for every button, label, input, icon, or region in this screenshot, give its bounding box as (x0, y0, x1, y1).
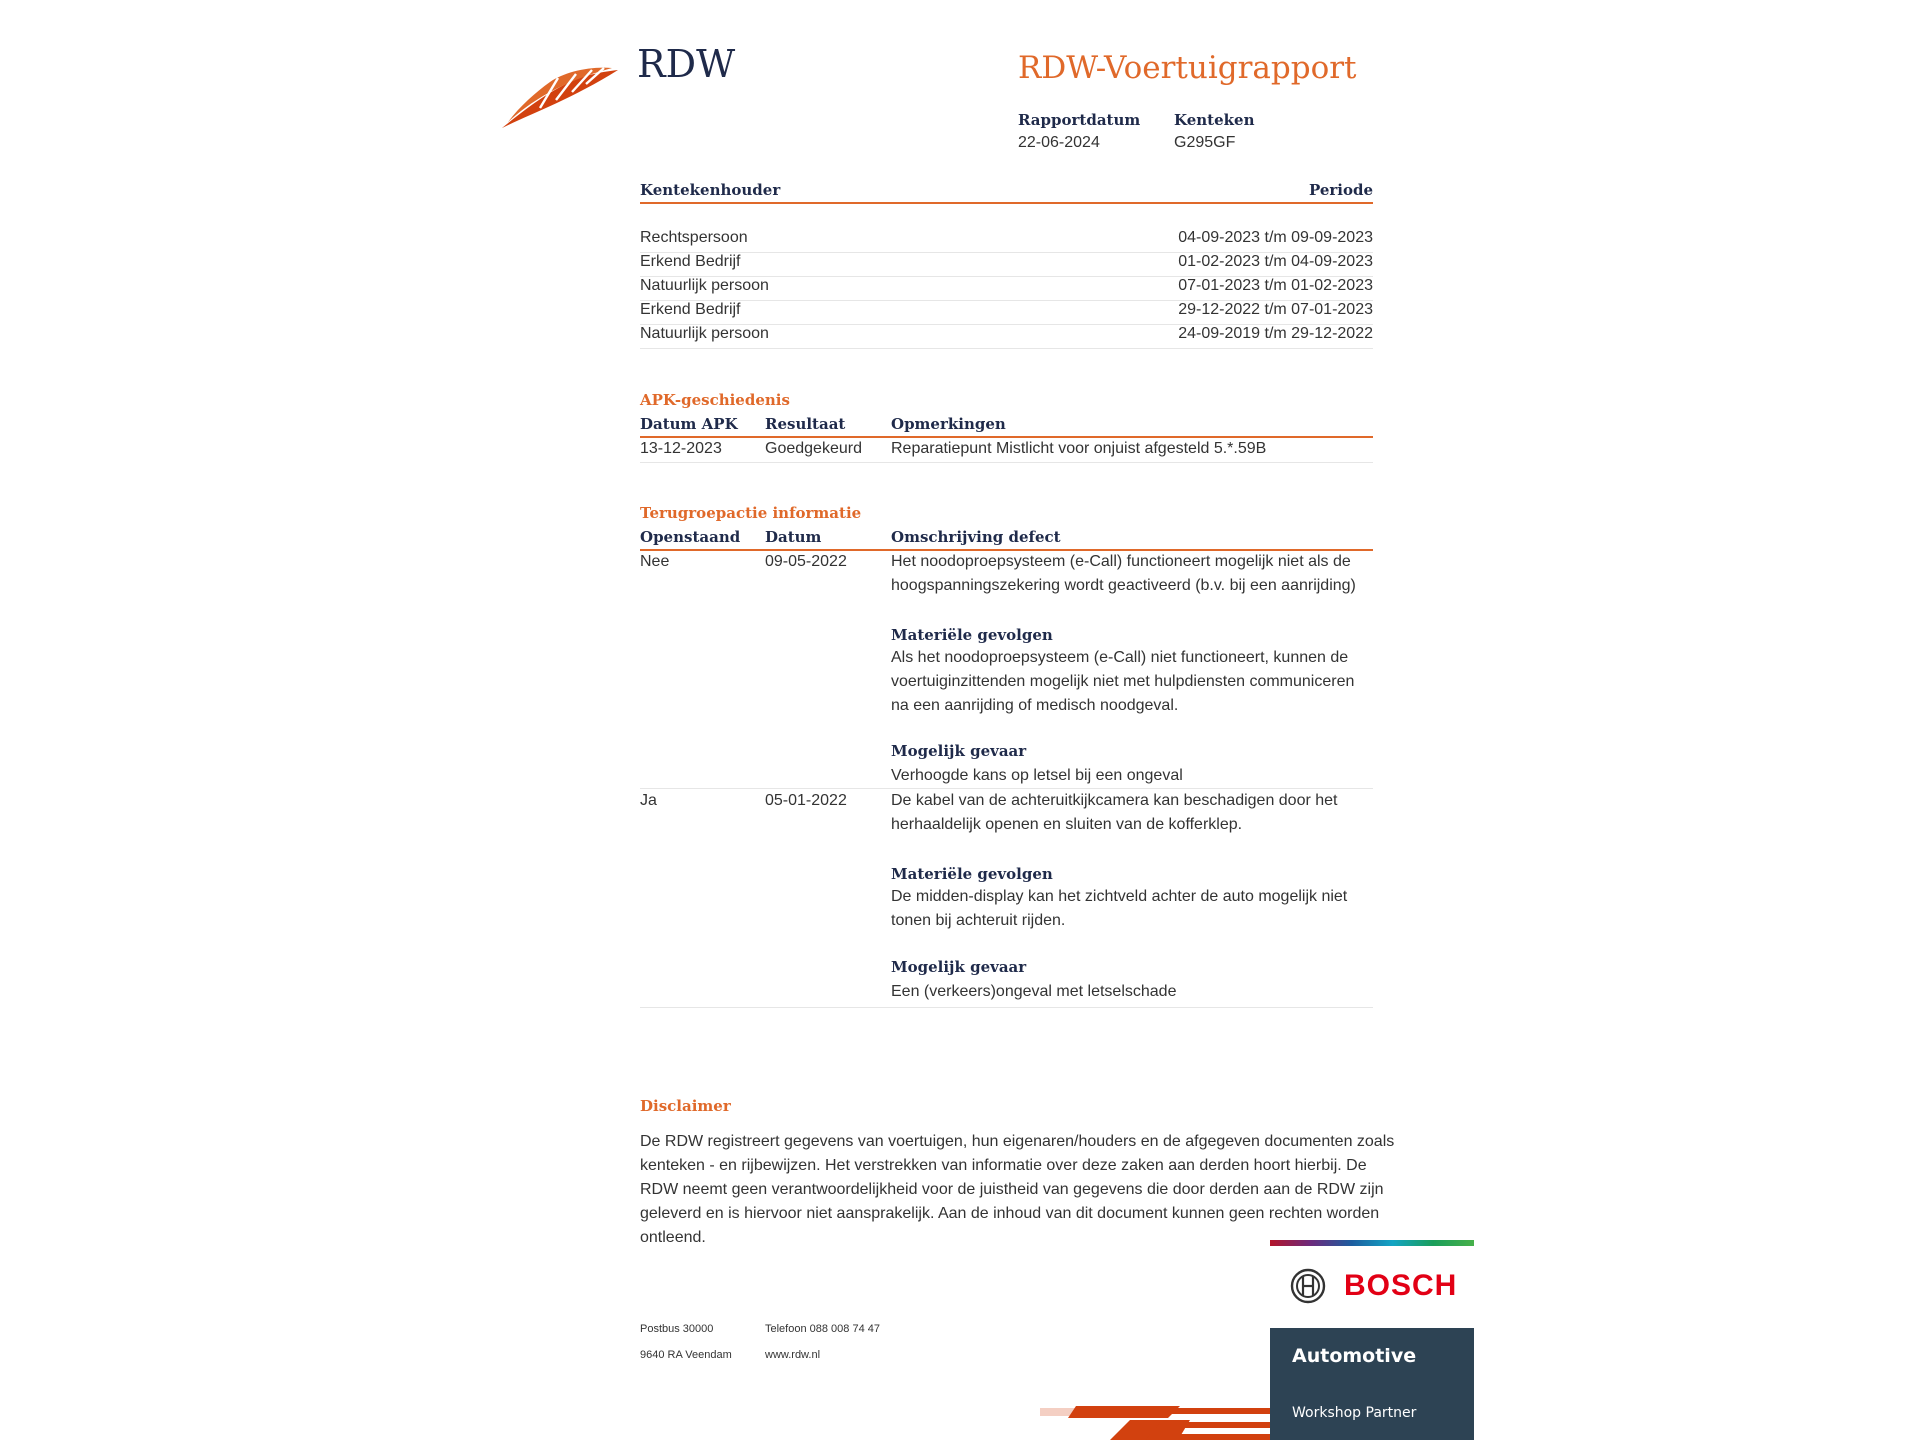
recall-consequences-line: De midden-display kan het zichtveld achter de auto mogelijk niet (891, 888, 1348, 905)
footer-stripes-graphic (1040, 1402, 1280, 1440)
recall-consequences-label: Materiële gevolgen (891, 626, 1053, 644)
holder-type: Natuurlijk persoon (640, 277, 769, 294)
bosch-panel (1270, 1328, 1474, 1440)
apk-section-title: APK-geschiedenis (640, 391, 790, 409)
bosch-badge (1270, 1240, 1474, 1440)
holder-period: 07-01-2023 t/m 01-02-2023 (1178, 277, 1373, 294)
recall-open: Nee (640, 553, 670, 570)
recall-danger-label: Mogelijk gevaar (891, 958, 1027, 976)
recall-date: 09-05-2022 (765, 553, 847, 570)
row-divider (640, 348, 1373, 349)
recall-col-open: Openstaand (640, 528, 741, 546)
holder-type: Rechtspersoon (640, 229, 748, 246)
holder-type: Natuurlijk persoon (640, 325, 769, 342)
recall-consequences-line: na een aanrijding of medisch noodgeval. (891, 697, 1179, 714)
apk-col-result: Resultaat (765, 415, 846, 433)
holder-type: Erkend Bedrijf (640, 301, 741, 318)
disclaimer-line: ontleend. (640, 1229, 706, 1246)
recall-section-title: Terugroepactie informatie (640, 504, 862, 522)
disclaimer-title: Disclaimer (640, 1097, 731, 1115)
bosch-panel-subtitle: Workshop Partner (1292, 1405, 1417, 1421)
row-divider (640, 462, 1373, 463)
footer-web[interactable]: www.rdw.nl (765, 1349, 821, 1361)
recall-date: 05-01-2022 (765, 792, 847, 809)
row-divider (640, 1007, 1373, 1008)
recall-col-desc: Omschrijving defect (891, 528, 1061, 546)
recall-desc-line: herhaaldelijk openen en sluiten van de kofferklep. (891, 816, 1243, 833)
apk-col-remarks: Opmerkingen (891, 415, 1006, 433)
apk-result: Goedgekeurd (765, 440, 862, 457)
bosch-color-bar (1270, 1240, 1474, 1246)
recall-consequences-line: voertuiginzittenden mogelijk niet met hulpdiensten communiceren (891, 673, 1355, 690)
recall-danger-line: Een (verkeers)ongeval met letselschade (891, 983, 1177, 1000)
org-name: RDW (637, 42, 736, 86)
meta-value-date: 22-06-2024 (1018, 134, 1100, 151)
holders-header-rule (640, 202, 1373, 204)
recall-consequences-line: tonen bij achteruit rijden. (891, 912, 1066, 929)
recall-desc-line: Het noodoproepsysteem (e-Call) functioneert mogelijk niet als de (891, 553, 1351, 570)
bosch-wordmark: BOSCH (1344, 1269, 1458, 1302)
holders-col-holder: Kentekenhouder (640, 181, 781, 199)
report-title: RDW-Voertuigrapport (1018, 50, 1357, 86)
recall-desc-line: De kabel van de achteruitkijkcamera kan beschadigen door het (891, 792, 1338, 809)
footer-phone: Telefoon 088 008 74 47 (765, 1323, 880, 1335)
apk-remark: Reparatiepunt Mistlicht voor onjuist afgesteld 5.*.59B (891, 440, 1267, 457)
recall-consequences-label: Materiële gevolgen (891, 865, 1053, 883)
apk-col-date: Datum APK (640, 415, 738, 433)
rdw-feather-logo-icon (500, 62, 622, 130)
holder-type: Erkend Bedrijf (640, 253, 741, 270)
bosch-armature-icon (1290, 1268, 1326, 1304)
disclaimer-line: kenteken - en rijbewijzen. Het verstrekken van informatie over deze zaken aan derden hoort hierbij. De (640, 1157, 1367, 1174)
recall-open: Ja (640, 792, 657, 809)
recall-consequences-line: Als het noodoproepsysteem (e-Call) niet functioneert, kunnen de (891, 649, 1349, 666)
apk-header-rule (640, 436, 1373, 438)
holder-period: 04-09-2023 t/m 09-09-2023 (1178, 229, 1373, 246)
bosch-panel-title: Automotive (1292, 1345, 1417, 1367)
disclaimer-line: RDW neemt geen verantwoordelijkheid voor de juistheid van gegevens die door derden aan de RDW zijn (640, 1181, 1384, 1198)
footer-postbus: Postbus 30000 (640, 1323, 714, 1335)
recall-col-date: Datum (765, 528, 822, 546)
recall-danger-label: Mogelijk gevaar (891, 742, 1027, 760)
disclaimer-line: geleverd en is hiervoor niet aansprakelijk. Aan de inhoud van dit document kunnen geen rechten worden (640, 1205, 1380, 1222)
meta-value-plate: G295GF (1174, 134, 1236, 151)
apk-date: 13-12-2023 (640, 440, 722, 457)
disclaimer-line: De RDW registreert gegevens van voertuigen, hun eigenaren/houders en de afgegeven documenten zoals (640, 1133, 1395, 1150)
holder-period: 01-02-2023 t/m 04-09-2023 (1178, 253, 1373, 270)
recall-desc-line: hoogspanningszekering wordt geactiveerd (b.v. bij een aanrijding) (891, 577, 1356, 594)
meta-label-date: Rapportdatum (1018, 111, 1141, 129)
meta-label-plate: Kenteken (1174, 111, 1255, 129)
holder-period: 29-12-2022 t/m 07-01-2023 (1178, 301, 1373, 318)
recall-danger-line: Verhoogde kans op letsel bij een ongeval (891, 767, 1183, 784)
footer-city: 9640 RA Veendam (640, 1349, 732, 1361)
holders-col-period: Periode (1308, 181, 1373, 199)
holder-period: 24-09-2019 t/m 29-12-2022 (1178, 325, 1373, 342)
